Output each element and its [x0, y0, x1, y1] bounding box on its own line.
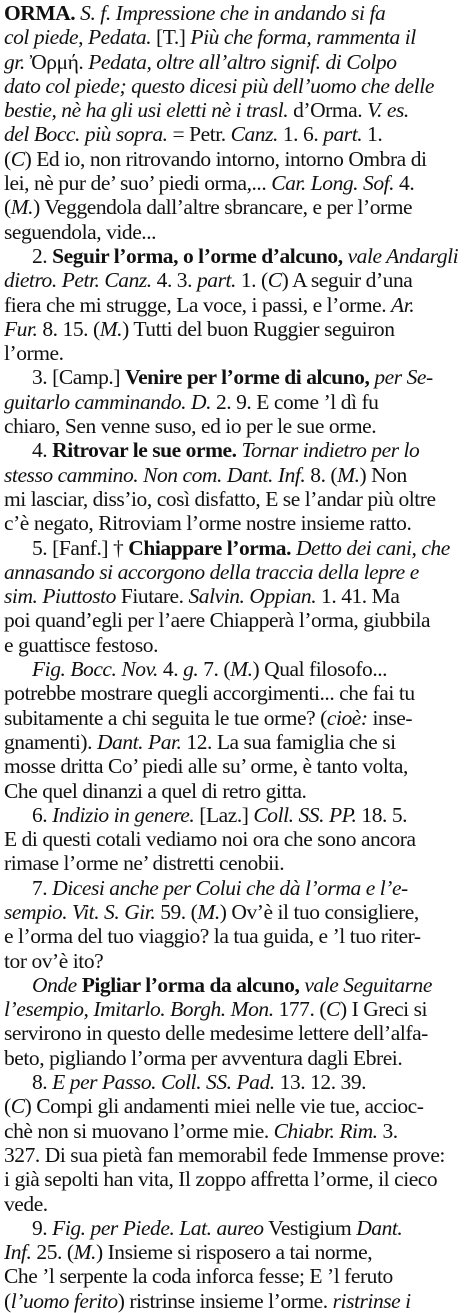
text-line: rimase l’orme ne’ distretti cenobii.	[4, 851, 285, 876]
text-line: mosse dritta Co’ piedi alle su’ orme, è tanto volta,	[4, 754, 408, 779]
text-line: (M.) Veggendola dall’altre sbrancare, e per l’orme	[4, 195, 413, 220]
text-line: 7. Dicesi anche per Colui che dà l’orma e l’e-	[32, 875, 408, 900]
text-line: (C) Compi gli andamenti miei nelle vie tue, accioc-	[4, 1094, 424, 1119]
text-line: col piede, Pedata. [T.] Più che forma, rammenta il	[4, 25, 416, 50]
text-line: mi lasciar, diss’io, così disfatto, E se l’andar più oltre	[4, 486, 436, 511]
text-line: e l’orma del tuo viaggio? la tua guida, e ’l tuo riter-	[4, 924, 421, 949]
text-line: poi quand’egli per l’aere Chiapperà l’orma, giubbila	[4, 608, 431, 633]
text-line: fiera che mi strugge, La voce, i passi, e l’orme. Ar.	[4, 292, 415, 317]
text-line: guitarlo camminando. D. 2. 9. E come ’l dì fu	[4, 389, 379, 414]
text-line: seguendola, vide...	[4, 219, 157, 244]
text-line: (l’uomo ferito) ristrinse insieme l’orme. ristrinse i	[4, 1288, 411, 1313]
text-line: 2. Seguir l’orma, o l’orme d’alcuno, vale Andargli	[32, 243, 459, 268]
text-line: i già sepolti han vita, Il zoppo affretta l’orme, il cieco	[4, 1167, 438, 1192]
text-line: Inf. 25. (M.) Insieme si risposero a tai norme,	[4, 1240, 373, 1265]
text-line: dato col piede; questo dicesi più dell’uomo che delle	[4, 73, 434, 98]
text-line: servirono in questo delle medesime lettere dell’alfa-	[4, 1021, 428, 1046]
text-line: c’è negato, Ritroviam l’orme nostre insieme ratto.	[4, 511, 412, 536]
text-line: chiaro, Sen venne suso, ed io per le sue orme.	[4, 414, 377, 439]
text-line: 8. E per Passo. Coll. SS. Pad. 13. 12. 39.	[32, 1070, 367, 1095]
text-line: dietro. Petr. Canz. 4. 3. part. 1. (C) A seguir d’una	[4, 268, 413, 293]
text-line: l’esempio, Imitarlo. Borgh. Mon. 177. (C) I Greci si	[4, 997, 428, 1022]
text-line: Fur. 8. 15. (M.) Tutti del buon Ruggier seguiron	[4, 316, 395, 341]
text-line: beto, pigliando l’orma per avventura dagli Ebrei.	[4, 1045, 403, 1070]
text-line: (C) Ed io, non ritrovando intorno, intorno Ombra di	[4, 146, 427, 171]
text-line: chè non si muovano l’orme mie. Chiabr. Rim. 3.	[4, 1118, 398, 1143]
text-line: Onde Pigliar l’orma da alcuno, vale Seguitarne	[32, 972, 432, 997]
text-line: sim. Piuttosto Fiutare. Salvin. Oppian. 1. 41. Ma	[4, 584, 400, 609]
text-line: gr. Ὀρμή. Pedata, oltre all’altro signif. di Colpo	[4, 49, 397, 74]
text-line: 4. Ritrovar le sue orme. Tornar indietro per lo	[32, 438, 420, 463]
text-line: Che quel dinanzi a quel di retro gitta.	[4, 778, 307, 803]
text-line: annasando si accorgono della traccia della lepre e	[4, 559, 419, 584]
text-line: 9. Fig. per Piede. Lat. aureo Vestigium Dant.	[32, 1215, 403, 1240]
text-line: bestie, nè ha gli usi eletti nè i trasl. d’Orma. V. es.	[4, 98, 409, 123]
text-line: sempio. Vit. S. Gir. 59. (M.) Ov’è il tuo consigliere,	[4, 899, 419, 924]
text-line: stesso cammino. Non com. Dant. Inf. 8. (M.) Non	[4, 462, 407, 487]
text-line: 5. [Fanf.] † Chiappare l’orma. Detto dei cani, che	[32, 535, 450, 560]
text-line: l’orme.	[4, 341, 64, 366]
text-line: potrebbe mostrare quegli accorgimenti... che fai tu	[4, 681, 415, 706]
text-line: vede.	[4, 1191, 48, 1216]
text-line: e guattisce festoso.	[4, 632, 158, 657]
text-line: lei, nè pur de’ suo’ piedi orma,... Car. Long. Sof. 4.	[4, 171, 415, 196]
text-line: gnamenti). Dant. Par. 12. La sua famiglia che si	[4, 729, 396, 754]
text-line: 327. Di sua pietà fan memorabil fede Immense prove:	[4, 1142, 445, 1167]
text-line: tor ov’è ito?	[4, 948, 104, 973]
text-line: subitamente a chi seguita le tue orme? (cioè: inse-	[4, 705, 413, 730]
text-line: 6. Indizio in genere. [Laz.] Coll. SS. PP. 18. 5.	[32, 802, 408, 827]
text-line: 3. [Camp.] Venire per l’orme di alcuno, per Se-	[32, 365, 433, 390]
text-line: ORMA. S. f. Impressione che in andando si fa	[4, 1, 386, 25]
text-line: E di questi cotali vediamo noi ora che sono ancora	[4, 827, 416, 852]
text-line: Fig. Bocc. Nov. 4. g. 7. (M.) Qual filosofo...	[32, 657, 388, 682]
text-line: del Bocc. più sopra. = Petr. Canz. 1. 6. part. 1.	[4, 122, 383, 147]
text-line: Che ’l serpente la coda inforca fesse; E ’l feruto	[4, 1264, 393, 1289]
